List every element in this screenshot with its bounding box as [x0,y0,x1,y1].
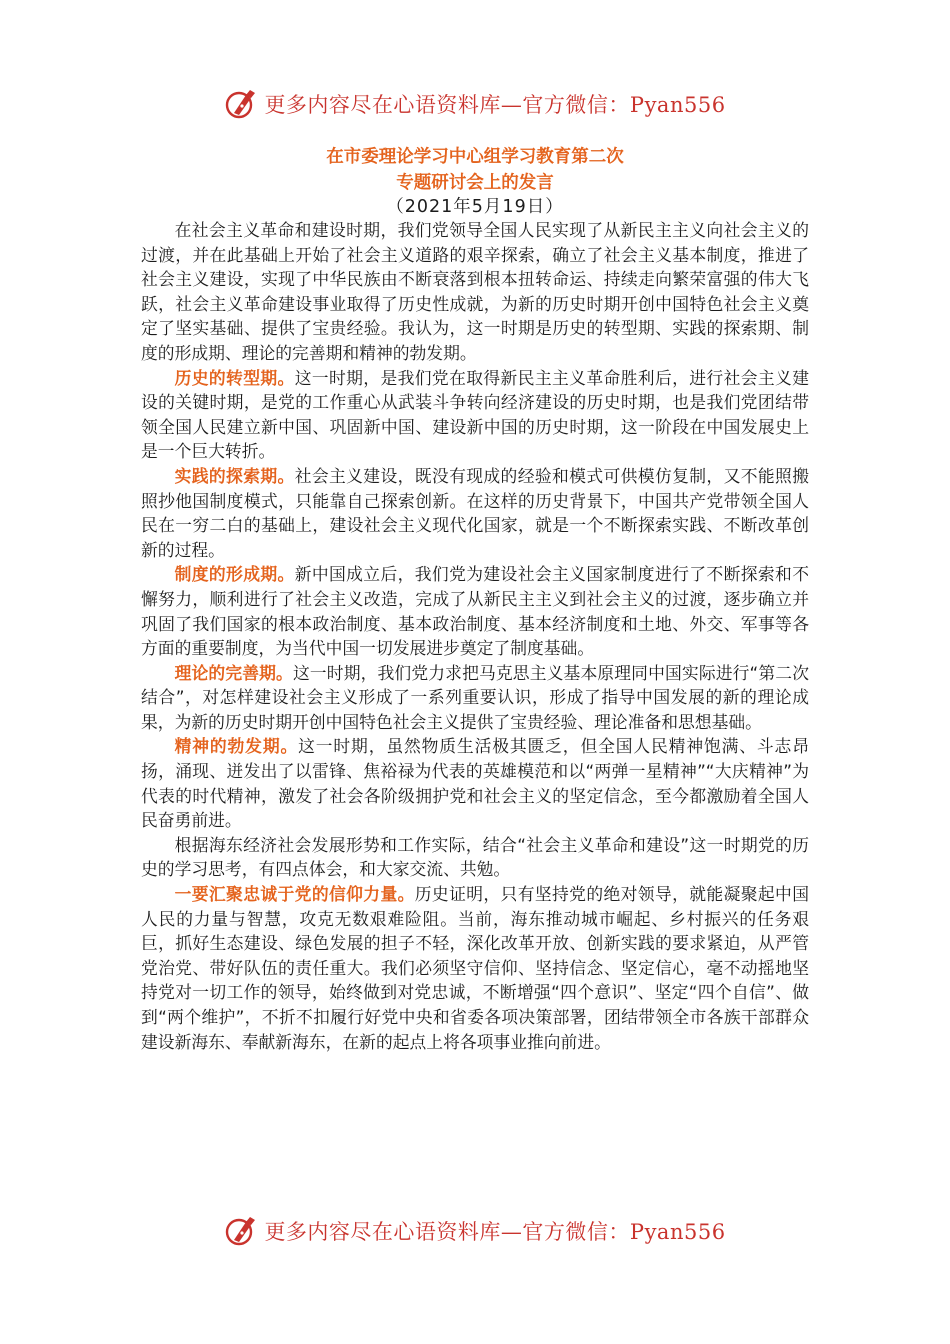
section-heading: 制度的形成期。 [174,564,295,585]
pen-nib-icon [224,87,258,121]
transition-paragraph: 根据海东经济社会发展形势和工作实际，结合“社会主义革命和建设”这一时期党的历史的学习思考，有四点体会，和大家交流、共勉。 [141,834,809,880]
point-heading: 一要汇聚忠诚于党的信仰力量。 [174,884,415,905]
section-body: 这一时期，虽然物质生活极其匮乏，但全国人民精神饱满、斗志昂扬，涌现、迸发出了以雷锋、焦裕禄为代表的英雄模范和以“两弹一星精神”“大庆精神”为代表的时代精神，激发了社会各阶级拥护党和社会主义的坚定信念，至今都激励着全国人民奋勇前进。 [141,736,809,831]
pen-nib-icon [224,1214,258,1248]
section-paragraph [141,661,809,735]
section-body: 这一时期，是我们党在取得新民主主义革命胜利后，进行社会主义建设的关键时期，是党的工作重心从武装斗争转向经济建设的历史时期，也是我们党团结带领全国人民建立新中国、巩固新中国、建设新中国的历史时期，这一阶段在中国发展史上是一个巨大转折。 [141,367,809,462]
section-paragraph [141,464,809,562]
section-heading: 理论的完善期。 [174,662,293,683]
section-heading: 历史的转型期。 [174,367,295,388]
point-paragraph [141,882,809,1054]
section-paragraph [141,734,809,832]
brand-text: 更多内容尽在心语资料库—官方微信：Pyan556 [264,93,726,117]
section-body: 社会主义建设，既没有现成的经验和模式可供模仿复制，又不能照搬照抄他国制度模式，只能靠自己探索创新。在这样的历史背景下，中国共产党带领全国人民在一穷二白的基础上，建设社会主义现代化国家，就是一个不断探索实践、不断改革创新的过程。 [141,465,809,560]
intro-paragraph: 在社会主义革命和建设时期，我们党领导全国人民实现了从新民主主义向社会主义的过渡，并在此基础上开始了社会主义道路的艰辛探索，确立了社会主义基本制度，推进了社会主义建设，实现了中华民族由不断衰落到根本扭转命运、持续走向繁荣富强的伟大飞跃，社会主义革命建设事业取得了历史性成就，为新的历史时期开创中国特色社会主义奠定了坚实基础、提供了宝贵经验。我认为，这一时期是历史的转型期、实践的探索期、制度的形成期、理论的完善期和精神的勃发期。 [141,220,809,363]
document-body [141,218,809,1054]
document-title-line2: 专题研讨会上的发言 [396,173,554,193]
section-body: 这一时期，我们党力求把马克思主义基本原理同中国实际进行“第二次结合”，对怎样建设社会主义形成了一系列重要认识，形成了指导中国发展的新的理论成果，为新的历史时期开创中国特色社会主义提供了宝贵经验、理论准备和思想基础。 [141,662,809,732]
point-body: 历史证明，只有坚持党的绝对领导，就能凝聚起中国人民的力量与智慧，攻克无数艰难险阻。当前，海东推动城市崛起、乡村振兴的任务艰巨，抓好生态建设、绿色发展的担子不轻，深化改革开放、创新实践的要求紧迫，从严管党治党、带好队伍的责任重大。我们必须坚守信仰、坚持信念、坚定信心，毫不动摇地坚持党对一切工作的领导，始终做到对党忠诚，不断增强“四个意识”、坚定“四个自信”、做到“两个维护”，不折不扣履行好党中央和省委各项决策部署，团结带领全市各族干部群众建设新海东、奉献新海东，在新的起点上将各项事业推向前进。 [141,884,809,1052]
document-date: （2021年5月19日） [386,197,564,217]
section-paragraph [141,366,809,464]
section-body: 新中国成立后，我们党为建设社会主义国家制度进行了不断探索和不懈努力，顺利进行了社会主义改造，完成了从新民主主义到社会主义的过渡，逐步确立并巩固了我们国家的根本政治制度、基本政治制度、基本经济制度和土地、外交、军事等各方面的重要制度，为当代中国一切发展进步奠定了制度基础。 [141,564,809,659]
document-title-line1: 在市委理论学习中心组学习教育第二次 [326,147,624,167]
section-paragraph [141,562,809,660]
brand-header [0,84,950,124]
brand-footer [0,1211,950,1251]
section-heading: 精神的勃发期。 [174,736,299,757]
brand-text: 更多内容尽在心语资料库—官方微信：Pyan556 [264,1220,726,1244]
section-heading: 实践的探索期。 [174,465,295,486]
